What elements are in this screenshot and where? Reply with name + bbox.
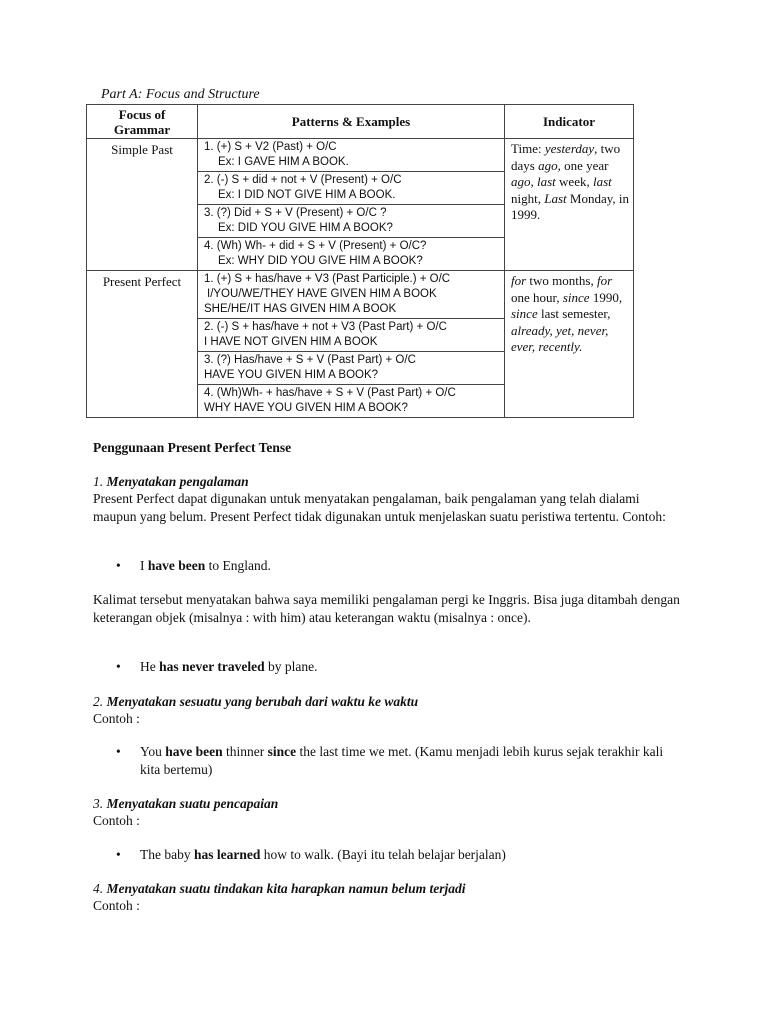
patterns-simple-past (198, 139, 505, 271)
pattern-example: WHY HAVE YOU GIVEN HIM A BOOK? (204, 402, 408, 414)
pattern-formula: 2. (-) S + has/have + not + V3 (Past Part) + O/C (204, 321, 447, 333)
header-patterns: Patterns & Examples (198, 105, 505, 139)
indicator-text: night, (511, 190, 545, 206)
indicator-text: , one year (557, 157, 609, 173)
bullet-icon: • (116, 847, 121, 862)
pattern-item (198, 172, 504, 205)
section-heading: Penggunaan Present Perfect Tense (93, 440, 292, 455)
pattern-formula: 4. (Wh)Wh- + has/have + S + V (Past Part) + O/C (204, 387, 456, 399)
table-row-present-perfect (87, 271, 634, 418)
table-row-simple-past (87, 139, 634, 271)
pattern-example: Ex: DID YOU GIVE HIM A BOOK? (218, 222, 393, 234)
subsection-title: Menyatakan suatu pencapaian (106, 796, 279, 811)
indicator-text: , (530, 174, 537, 189)
subsection-title: Menyatakan suatu tindakan kita harapkan namun belum terjadi (106, 881, 466, 896)
pattern-item (198, 238, 504, 270)
indicator-text: Monday, in 1999. (511, 190, 629, 222)
indicator-text: last semester, (537, 306, 611, 321)
subsection-4-title (93, 880, 683, 898)
pattern-example: I HAVE NOT GIVEN HIM A BOOK (204, 336, 378, 348)
pattern-example: I/YOU/WE/THEY HAVE GIVEN HIM A BOOK (207, 288, 437, 300)
indicator-keyword: yesterday (544, 141, 595, 156)
indicator-text: two months, (526, 273, 597, 288)
pattern-item (198, 319, 504, 352)
list-item-text: The baby has learned how to walk. (Bayi itu telah belajar berjalan) (140, 847, 506, 862)
list-item-text: I have been to England. (140, 558, 271, 573)
subsection-2-title (93, 693, 683, 711)
subsection-title: Menyatakan sesuatu yang berubah dari waktu ke waktu (106, 694, 419, 709)
subsection-1-paragraph: Present Perfect dapat digunakan untuk menyatakan pengalaman, baik pengalaman yang telah dialami maupun yang belum. Present Perfect tidak digunakan untuk menjelaskan suatu peristiwa tertentu. Contoh: (93, 491, 666, 524)
subsection-number: 3. (93, 796, 107, 811)
bullet-icon: • (116, 659, 121, 674)
bullet-icon: • (116, 744, 121, 759)
contoh-label: Contoh : (93, 711, 140, 726)
pattern-formula: 2. (-) S + did + not + V (Present) + O/C (204, 174, 402, 186)
bullet-icon: • (116, 558, 121, 573)
pattern-example: HAVE YOU GIVEN HIM A BOOK? (204, 369, 379, 381)
focus-simple-past: Simple Past (87, 139, 198, 271)
subsection-number: 1. (93, 474, 107, 489)
pattern-example: Ex: I DID NOT GIVE HIM A BOOK. (218, 189, 396, 201)
header-indicator: Indicator (505, 105, 634, 139)
indicator-text: week, (555, 174, 593, 189)
pattern-item (198, 352, 504, 385)
pattern-example: SHE/HE/IT HAS GIVEN HIM A BOOK (204, 303, 397, 315)
indicator-keyword: ago (511, 174, 531, 189)
subsection-number: 4. (93, 881, 107, 896)
indicator-keyword: last (537, 174, 556, 189)
indicator-text: one hour, (511, 289, 563, 305)
pattern-formula: 3. (?) Has/have + S + V (Past Part) + O/C (204, 354, 416, 366)
list-item-text: He has never traveled by plane. (140, 659, 318, 674)
pattern-item (198, 385, 504, 417)
pattern-example: Ex: WHY DID YOU GIVE HIM A BOOK? (218, 255, 423, 267)
pattern-formula: 1. (+) S + has/have + V3 (Past Participle.) + O/C (204, 273, 451, 285)
contoh-label: Contoh : (93, 898, 140, 913)
indicator-text: 1990, (589, 289, 623, 305)
indicator-keyword: already, yet, never, ever, recently. (511, 322, 609, 354)
indicator-simple-past (505, 139, 634, 271)
pattern-item (198, 205, 504, 238)
pattern-example: Ex: I GAVE HIM A BOOK. (218, 156, 349, 168)
indicator-present-perfect (505, 271, 634, 418)
indicator-keyword: Last (544, 190, 567, 206)
pattern-item (198, 139, 504, 172)
subsection-title: Menyatakan pengalaman (106, 474, 249, 489)
pattern-formula: 3. (?) Did + S + V (Present) + O/C ? (204, 207, 387, 219)
grammar-table (86, 104, 634, 418)
subsection-1-paragraph-2: Kalimat tersebut menyatakan bahwa saya memiliki pengalaman pergi ke Inggris. Bisa juga ditambah dengan keterangan objek (misalnya : with him) atau keterangan waktu (misalnya : once). (93, 592, 680, 625)
indicator-text: Time: (511, 141, 545, 156)
indicator-keyword: ago (538, 157, 558, 173)
header-focus: Focus of Grammar (87, 105, 198, 139)
focus-present-perfect: Present Perfect (87, 271, 198, 418)
pattern-formula: 1. (+) S + V2 (Past) + O/C (204, 141, 337, 153)
list-item-text: You have been thinner since the last time we met. (Kamu menjadi lebih kurus sejak terakhir kali kita bertemu) (140, 744, 664, 777)
indicator-keyword: since (562, 289, 590, 305)
indicator-keyword: for (596, 273, 613, 288)
part-title: Part A: Focus and Structure (101, 87, 260, 102)
contoh-label: Contoh : (93, 813, 140, 828)
indicator-keyword: for (511, 273, 527, 288)
table-header-row (87, 105, 634, 139)
pattern-formula: 4. (Wh) Wh- + did + S + V (Present) + O/C? (204, 240, 427, 252)
indicator-keyword: since (511, 306, 538, 321)
subsection-1-title (93, 473, 683, 491)
indicator-text: , two days (511, 141, 621, 173)
patterns-present-perfect (198, 271, 505, 418)
subsection-number: 2. (93, 694, 107, 709)
subsection-3-title (93, 795, 683, 813)
indicator-keyword: last (592, 174, 612, 189)
pattern-item (198, 271, 504, 319)
